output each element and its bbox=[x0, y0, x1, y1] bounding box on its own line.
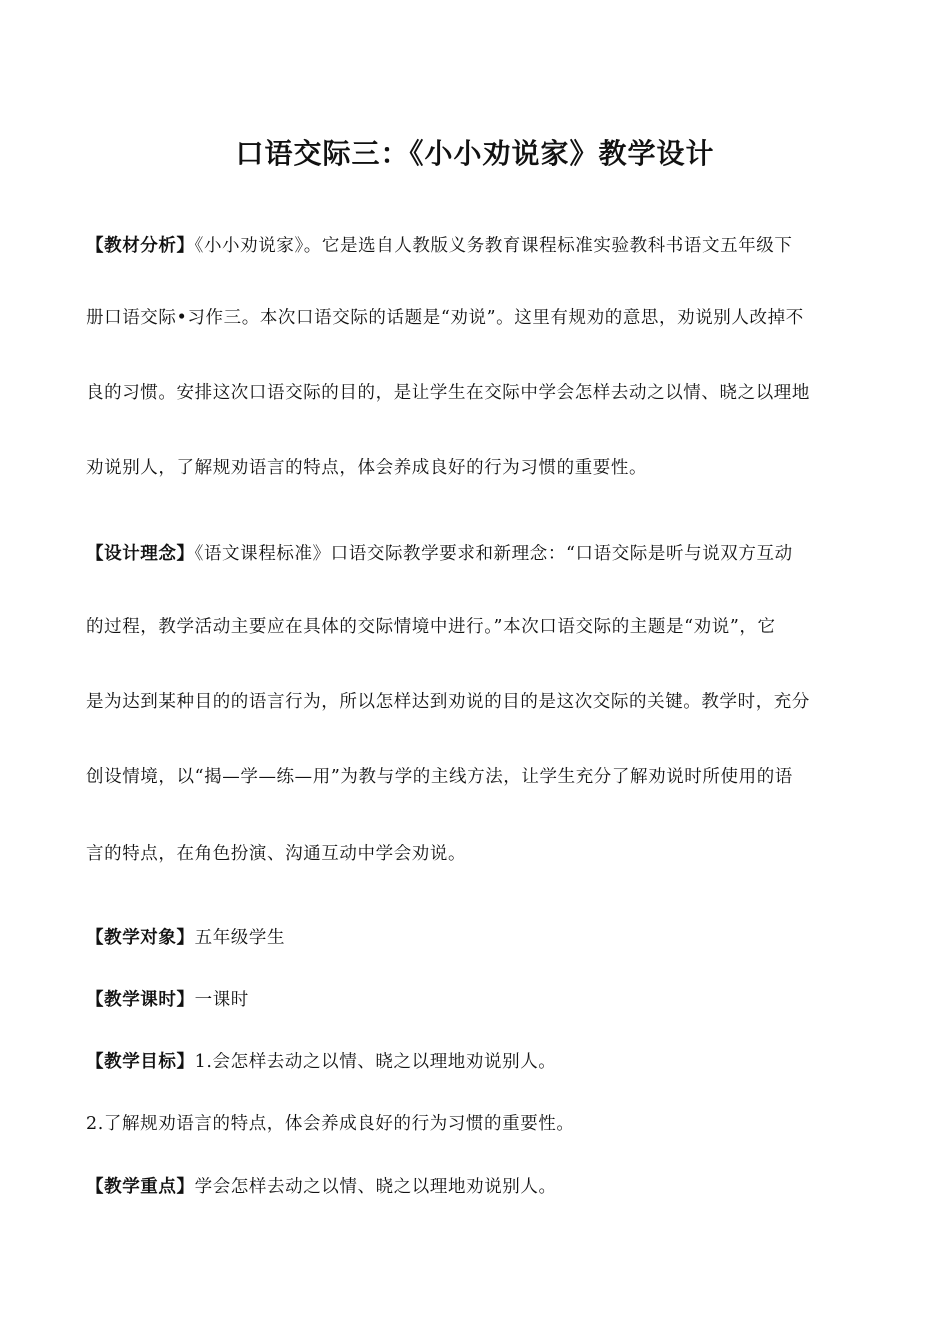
teaching-goal-1: 1.会怎样去动之以情、晓之以理地劝说别人。 bbox=[194, 1052, 557, 1072]
design-concept-label: 【设计理念】 bbox=[86, 544, 195, 564]
teaching-goals-line-1 bbox=[86, 1048, 866, 1073]
design-concept-line-2: 的过程，教学活动主要应在具体的交际情境中进行。”本次口语交际的主题是“劝说”，它 bbox=[86, 617, 776, 637]
teaching-target-label: 【教学对象】 bbox=[86, 928, 195, 948]
teaching-target-text: 五年级学生 bbox=[194, 928, 286, 948]
material-analysis-line-2: 册口语交际•习作三。本次口语交际的话题是“劝说”。这里有规劝的意思，劝说别人改掉不 bbox=[86, 308, 804, 328]
design-concept-line-4: 创设情境，以“揭—学—练—用”为教与学的主线方法，让学生充分了解劝说时所使用的语 bbox=[86, 767, 793, 787]
teaching-goal-2: 2.了解规劝语言的特点，体会养成良好的行为习惯的重要性。 bbox=[86, 1114, 575, 1134]
teaching-key-points-line bbox=[86, 1173, 866, 1198]
design-concept-line-5: 言的特点，在角色扮演、沟通互动中学会劝说。 bbox=[86, 844, 467, 864]
teaching-target-line bbox=[86, 924, 866, 949]
page-title: 口语交际三：《小小劝说家》教学设计 bbox=[235, 137, 715, 170]
material-analysis-line-1 bbox=[86, 232, 866, 257]
design-concept-line-3: 是为达到某种目的的语言行为，所以怎样达到劝说的目的是这次交际的关键。教学时，充分 bbox=[86, 692, 810, 712]
design-concept-text: 《语文课程标准》口语交际教学要求和新理念：“口语交际是听与说双方互动 bbox=[194, 544, 793, 564]
teaching-key-points-label: 【教学重点】 bbox=[86, 1177, 195, 1197]
design-concept-line-1 bbox=[86, 540, 866, 565]
teaching-hours-line bbox=[86, 986, 866, 1011]
teaching-goals-label: 【教学目标】 bbox=[86, 1052, 195, 1072]
material-analysis-text: 《小小劝说家》。它是选自人教版义务教育课程标准实验教科书语文五年级下 bbox=[194, 236, 793, 256]
material-analysis-line-3: 良的习惯。安排这次口语交际的目的，是让学生在交际中学会怎样去动之以情、晓之以理地 bbox=[86, 383, 810, 403]
teaching-hours-text: 一课时 bbox=[194, 990, 249, 1010]
teaching-key-points-text: 学会怎样去动之以情、晓之以理地劝说别人。 bbox=[194, 1177, 557, 1197]
material-analysis-label: 【教材分析】 bbox=[86, 236, 195, 256]
teaching-hours-label: 【教学课时】 bbox=[86, 990, 195, 1010]
material-analysis-line-4: 劝说别人，了解规劝语言的特点，体会养成良好的行为习惯的重要性。 bbox=[86, 458, 648, 478]
